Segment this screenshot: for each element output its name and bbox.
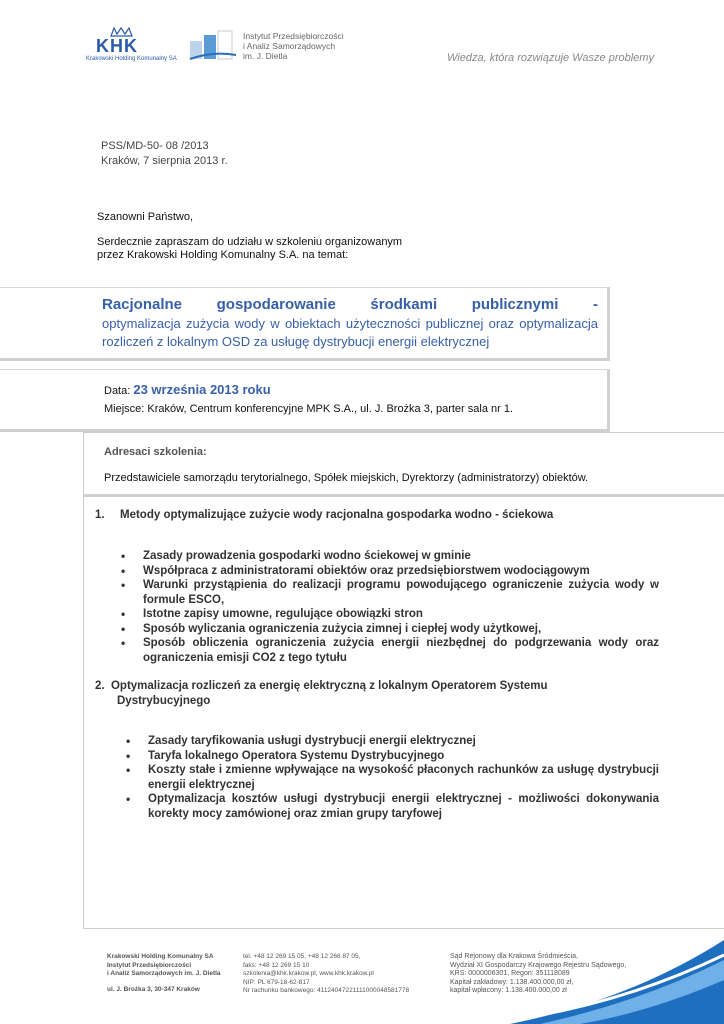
section-number: 2. <box>95 680 105 692</box>
footer-line: Nr rachunku bankowego: 41124047221111000048581778 <box>243 987 410 994</box>
list-item: • Współpraca z administratorami obiektów oraz przedsiębiorstwem wodociągowym <box>121 564 659 579</box>
addressees-text: Przedstawiciele samorządu terytorialnego, Spółek miejskich, Dyrektorzy (administratorzy) obiektów. <box>104 472 589 484</box>
footer-line: Krakowski Holding Komunalny SA <box>107 953 214 960</box>
event-info-box <box>0 369 610 432</box>
date-label: Data: <box>104 385 134 397</box>
footer-line: kapitał wpłacony: 1.138.400.000,00 zł <box>450 987 567 994</box>
title-dash: - <box>558 296 598 313</box>
section-2-list <box>126 734 659 821</box>
title-main: Racjonalne gospodarowanie środkami publicznymi <box>102 296 559 313</box>
institute-line: i Analiz Samorządowych <box>243 41 336 51</box>
footer-line: KRS: 0000006301, Regon: 351118089 <box>450 970 570 977</box>
date-value: 23 września 2013 roku <box>133 382 271 397</box>
section-number: 1. <box>95 509 105 521</box>
institute-name <box>243 31 344 61</box>
list-item: • Optymalizacja kosztów usługi dystrybucji energii elektrycznej - możliwości dokonywania korekty mocy zamówionej oraz zmian grupy taryfowej <box>126 792 659 821</box>
footer-company <box>107 953 221 979</box>
section-1-list <box>121 549 659 665</box>
greeting: Szanowni Państwo, <box>97 211 193 223</box>
footer-contact <box>243 953 409 996</box>
footer-line: NIP: PL 679-18-62-817 <box>243 978 310 986</box>
footer-line: Wydział XI Gospodarczy Krajowego Rejestru Sądowego, <box>450 961 627 969</box>
place-date: Kraków, 7 sierpnia 2013 r. <box>101 155 228 167</box>
list-item: • Sposób wyliczania ograniczenia zużycia zimnej i ciepłej wody użytkowej, <box>121 622 659 637</box>
training-title <box>102 296 598 352</box>
list-item: • Koszty stałe i zmienne wpływające na wysokość płaconych rachunków za usługę dystrybucji energii elektrycznej <box>126 763 659 792</box>
footer-line: Kapitał zakładowy: 1.138.400.000,00 zł, <box>450 978 574 986</box>
event-date <box>104 382 271 397</box>
section-1-heading <box>95 509 553 521</box>
footer-line: i Analiz Samorządowych im. J. Dietla <box>107 970 221 977</box>
event-place: Miejsce: Kraków, Centrum konferencyjne MPK S.A., ul. J. Brożka 3, parter sala nr 1. <box>104 403 513 415</box>
intro-line: przez Krakowski Holding Komunalny S.A. na temat: <box>97 249 349 261</box>
list-item: • Taryfa lokalnego Operatora Systemu Dystrybucyjnego <box>126 749 659 764</box>
reference-number: PSS/MD-50- 08 /2013 <box>101 140 209 152</box>
tagline: Wiedza, która rozwiązuje Wasze problemy <box>447 52 654 64</box>
section-2-heading <box>95 679 659 708</box>
footer-address: ul. J. Brożka 3, 30-347 Kraków <box>107 986 200 993</box>
khk-logo-subtitle: Krakowski Holding Komunalny SA <box>86 56 177 62</box>
khk-logo-text: KHK <box>96 36 138 56</box>
footer-line: Instytut Przedsiębiorczości <box>107 961 192 969</box>
section-title-cont: Dystrybucyjnego <box>117 694 211 707</box>
footer-registry <box>450 953 626 996</box>
footer-line: faks: +48 12 269 15 10 <box>243 961 310 969</box>
section-title: Optymalizacja rozliczeń za energię elektryczną z lokalnym Operatorem Systemu <box>110 680 548 692</box>
institute-logo <box>188 29 238 63</box>
footer-line: tel. +48 12 269 15 05, +48 12 266 87 05, <box>243 953 361 960</box>
institute-line: im. J. Dietla <box>243 51 288 61</box>
addressees-title: Adresaci szkolenia: <box>104 446 207 458</box>
section-title: Metody optymalizujące zużycie wody racjonalna gospodarka wodno - ściekowa <box>120 509 554 521</box>
list-item: • Sposób obliczenia ograniczenia zużycia energii niezbędnej do podgrzewania wody oraz ograniczenia emisji CO2 z tego tytułu <box>121 636 659 665</box>
footer-email-link[interactable]: szkolenia@khk.krakow.pl, www.khk.krakow.pl <box>243 970 374 977</box>
list-item: • Zasady prowadzenia gospodarki wodno ściekowej w gminie <box>121 549 659 564</box>
footer-line: Sąd Rejonowy dla Krakowa Śródmieścia, <box>450 953 579 960</box>
intro-text <box>97 236 402 262</box>
letter-reference-block <box>101 139 228 169</box>
addressees-box <box>83 432 724 497</box>
list-item: • Zasady taryfikowania usługi dystrybucji energii elektrycznej <box>126 734 659 749</box>
list-item: • Istotne zapisy umowne, regulujące obowiązki stron <box>121 607 659 622</box>
list-item: • Warunki przystąpienia do realizacji programu powodującego ograniczenie zużycia wody w formule ESCO, <box>121 578 659 607</box>
title-rest: optymalizacja zużycia wody w obiektach użyteczności publicznej oraz optymalizacja rozliczeń z lokalnym OSD za usługę dystrybucji energii elektrycznej <box>102 315 598 349</box>
intro-line: Serdecznie zapraszam do udziału w szkoleniu organizowanym <box>97 236 403 248</box>
institute-line: Instytut Przedsiębiorczości <box>243 31 344 41</box>
